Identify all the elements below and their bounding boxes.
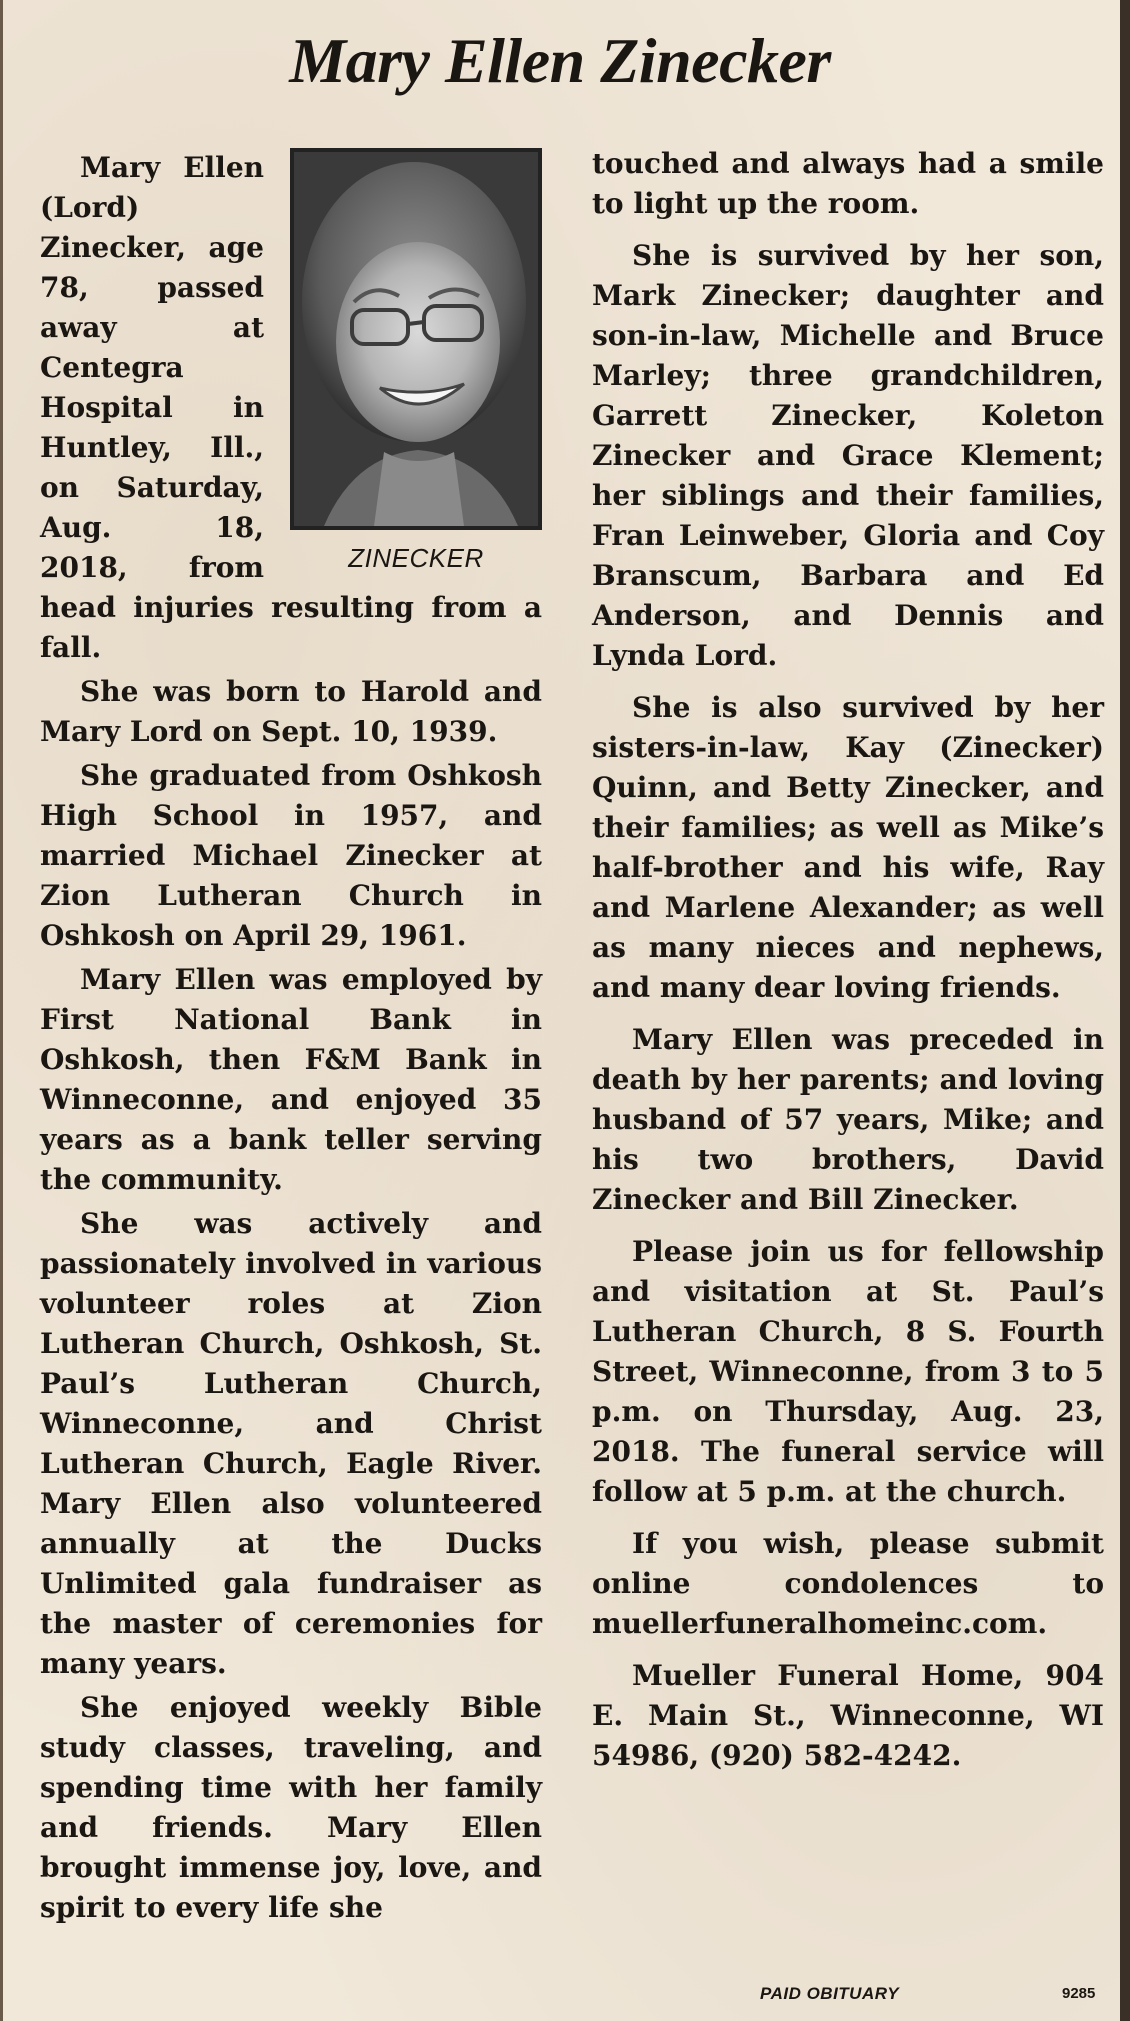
right-edge [1120, 0, 1130, 2021]
paragraph: She was born to Harold and Mary Lord on Sept. 10, 1939. [40, 675, 542, 748]
ad-code: 9285 [1062, 1985, 1096, 2002]
photo-caption: ZINECKER [348, 543, 484, 573]
paragraph: If you wish, please submit online condolences to muellerfuneralhomeinc.com. [592, 1527, 1104, 1640]
paragraph: Mueller Funeral Home, 904 E. Main St., Winneconne, WI 54986, (920) 582-4242. [592, 1659, 1104, 1772]
left-edge [0, 0, 3, 2021]
photo-block [290, 148, 542, 578]
paragraph: She is also survived by her sisters-in-law, Kay (Zinecker) Quinn, and Betty Zinecker, and their families; as well as Mike’s half-brother and his wife, Ray and Marlene Alexander; as well as many nieces and nephews, and many dear loving friends. [592, 691, 1104, 1004]
right-column [592, 144, 1104, 1776]
paragraph: touched and always had a smile to light up the room. [592, 147, 1104, 220]
paragraph: She enjoyed weekly Bible study classes, traveling, and spending time with her family and friends. Mary Ellen brought immense joy, love, and spirit to every life she [40, 1691, 542, 1924]
paragraph: She graduated from Oshkosh High School in 1957, and married Michael Zinecker at Zion Lutheran Church in Oshkosh on April 29, 1961. [40, 759, 542, 952]
portrait-illustration [294, 152, 538, 526]
paid-obituary-label: PAID OBITUARY [760, 1984, 900, 2003]
portrait-photo [290, 148, 542, 530]
paragraph: Mary Ellen was preceded in death by her parents; and loving husband of 57 years, Mike; and his two brothers, David Zinecker and Bill Zinecker. [592, 1023, 1104, 1216]
paragraph: Please join us for fellowship and visitation at St. Paul’s Lutheran Church, 8 S. Fourth Street, Winneconne, from 3 to 5 p.m. on Thursday, Aug. 23, 2018. The funeral service will follow at 5 p.m. at the church. [592, 1235, 1104, 1508]
paragraph: Mary Ellen (Lord) Zinecker, age 78, passed away at Centegra Hospital in Huntley, Ill., on Saturday, Aug. 18, 2018, from head injuries resulting from a fall. [40, 151, 542, 664]
left-column [40, 148, 542, 1928]
paragraph: Mary Ellen was employed by First National Bank in Oshkosh, then F&M Bank in Winneconne, and enjoyed 35 years as a bank teller serving the community. [40, 963, 542, 1196]
paragraph: She was actively and passionately involved in various volunteer roles at Zion Lutheran Church, Oshkosh, St. Paul’s Lutheran Church, Winneconne, and Christ Lutheran Church, Eagle River. Mary Ellen also volunteered annually at the Ducks Unlimited gala fundraiser as the master of ceremonies for many years. [40, 1207, 542, 1680]
obituary-headline: Mary Ellen Zinecker [289, 25, 831, 96]
paragraph: She is survived by her son, Mark Zinecker; daughter and son-in-law, Michelle and Bruce Marley; three grandchildren, Garrett Zinecker, Koleton Zinecker and Grace Klement; her siblings and their families, Fran Leinweber, Gloria and Coy Branscum, Barbara and Ed Anderson, and Dennis and Lynda Lord. [592, 239, 1104, 672]
